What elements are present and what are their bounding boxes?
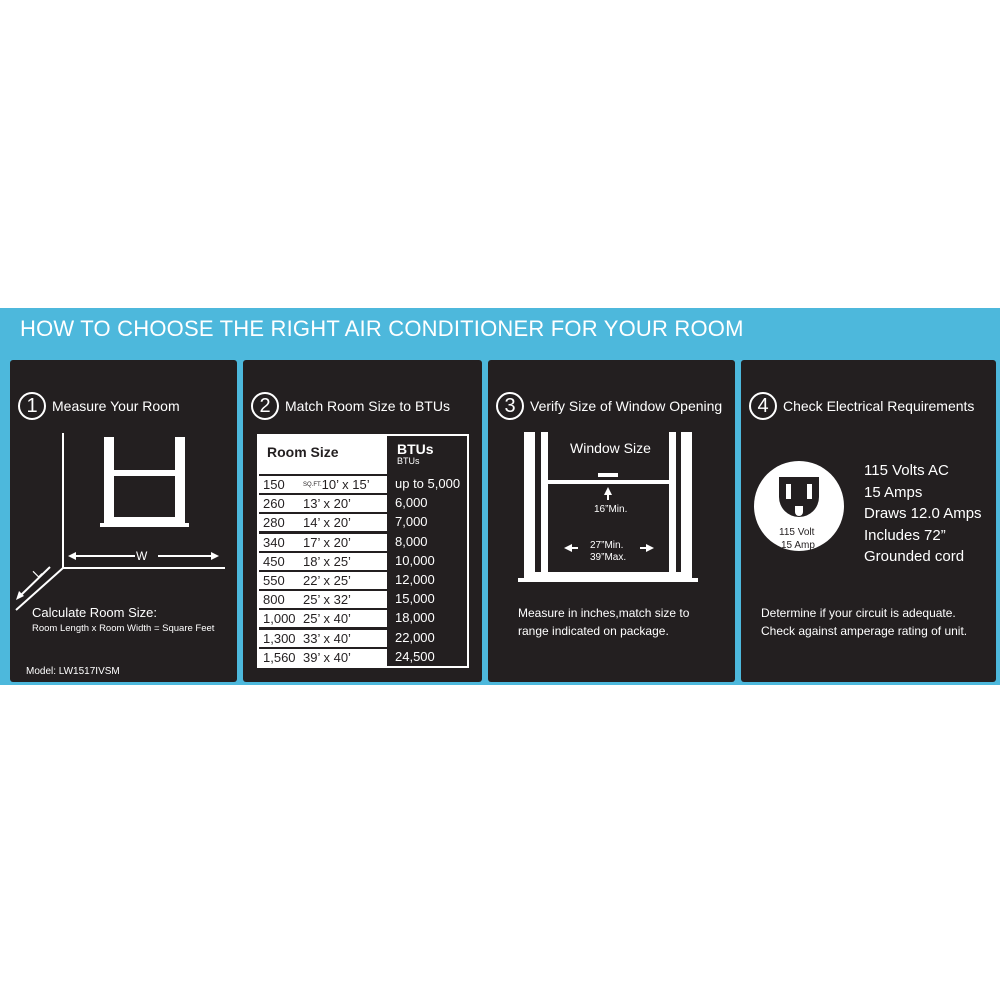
btu-table xyxy=(257,434,469,668)
electrical-desc-line2: Check against amperage rating of unit. xyxy=(761,624,968,638)
table-row xyxy=(259,608,467,627)
sqft-value: 150 xyxy=(263,477,285,493)
calc-title: Calculate Room Size: xyxy=(32,605,157,620)
panel-window-size xyxy=(488,360,735,682)
spec-grounded: Grounded cord xyxy=(864,548,965,565)
col-room-size: Room Size xyxy=(259,436,387,474)
btu-value: 7,000 xyxy=(395,514,428,530)
table-row xyxy=(259,628,467,647)
room-dimensions: 18’ x 25’ xyxy=(303,553,351,569)
room-size-cell xyxy=(259,514,387,531)
window-desc-line2: range indicated on package. xyxy=(518,624,669,638)
step4-heading: Check Electrical Requirements xyxy=(783,398,975,414)
table-row xyxy=(259,474,467,493)
step2-heading: Match Room Size to BTUs xyxy=(285,398,450,414)
step4-number: 4 xyxy=(749,392,777,420)
sqft-value: 280 xyxy=(263,515,285,531)
spec-voltage: 115 Volts AC xyxy=(864,462,949,479)
sqft-value: 550 xyxy=(263,573,285,589)
room-dimensions: 14’ x 20’ xyxy=(303,515,351,531)
sqft-value: 1,000 xyxy=(263,611,296,627)
room-dimensions: 10’ x 15’ xyxy=(321,477,370,493)
length-label: L xyxy=(30,565,45,581)
sqft-value: 260 xyxy=(263,496,285,512)
width-label: W xyxy=(136,549,148,563)
btu-value: 15,000 xyxy=(395,591,435,607)
room-size-cell xyxy=(259,476,387,493)
room-dimensions: 25’ x 40’ xyxy=(303,611,351,627)
spec-cord-length: Includes 72” xyxy=(864,526,946,544)
room-dimensions: 33’ x 40’ xyxy=(303,630,351,646)
table-row xyxy=(259,570,467,589)
btu-value: 22,000 xyxy=(395,629,435,645)
outlet-volt: 115 Volt xyxy=(779,527,815,538)
btu-value: 24,500 xyxy=(395,648,435,664)
page-title: HOW TO CHOOSE THE RIGHT AIR CONDITIONER FOR YOUR ROOM xyxy=(20,316,744,341)
calc-formula: Room Length x Room Width = Square Feet xyxy=(32,623,215,634)
panel-match-btu xyxy=(243,360,482,682)
sqft-value: 1,300 xyxy=(263,630,296,646)
table-row xyxy=(259,551,467,570)
btu-value: 12,000 xyxy=(395,572,435,588)
room-dimensions: 22’ x 25’ xyxy=(303,573,351,589)
table-row xyxy=(259,532,467,551)
room-dimensions: 17’ x 20’ xyxy=(303,534,351,550)
btu-value: 18,000 xyxy=(395,610,435,626)
room-size-cell xyxy=(259,610,387,627)
sqft-unit: SQ.FT. xyxy=(303,481,322,488)
btu-value: 6,000 xyxy=(395,495,428,511)
room-dimensions: 39’ x 40’ xyxy=(303,649,351,665)
panel-measure-room xyxy=(10,360,237,682)
table-row xyxy=(259,512,467,531)
panel-electrical xyxy=(741,360,996,682)
electrical-desc-line1: Determine if your circuit is adequate. xyxy=(761,606,956,620)
step3-number: 3 xyxy=(496,392,524,420)
col-btus: BTUs BTUs xyxy=(397,441,434,466)
spec-draw: Draws 12.0 Amps xyxy=(864,505,982,522)
step2-number: 2 xyxy=(251,392,279,420)
table-row xyxy=(259,493,467,512)
btu-value: 8,000 xyxy=(395,533,428,549)
window-size-label: Window Size xyxy=(570,440,651,456)
room-dimensions: 13’ x 20’ xyxy=(303,496,351,512)
sqft-value: 800 xyxy=(263,592,285,608)
btu-value: up to 5,000 xyxy=(395,476,461,492)
sqft-value: 340 xyxy=(263,534,285,550)
room-dimensions: 25’ x 32’ xyxy=(303,592,351,608)
electrical-specs xyxy=(864,460,982,568)
outlet-amp: 15 Amp xyxy=(781,540,815,551)
room-size-cell xyxy=(259,591,387,608)
step1-number: 1 xyxy=(18,392,46,420)
room-size-cell xyxy=(259,572,387,589)
btu-value: 10,000 xyxy=(395,552,435,568)
btu-table-body xyxy=(259,474,467,666)
model-number: Model: LW1517IVSM xyxy=(26,666,120,677)
step2-header xyxy=(251,392,450,420)
table-row xyxy=(259,589,467,608)
btu-table-header xyxy=(259,436,467,474)
height-min-label: 16”Min. xyxy=(594,504,628,515)
step3-heading: Verify Size of Window Opening xyxy=(530,398,723,414)
spec-amps: 15 Amps xyxy=(864,483,923,501)
width-min-label: 27”Min. xyxy=(590,540,624,551)
width-max-label: 39”Max. xyxy=(590,552,627,563)
window-desc-line1: Measure in inches,match size to xyxy=(518,606,690,620)
sqft-value: 1,560 xyxy=(263,649,296,665)
room-size-cell xyxy=(259,534,387,551)
sqft-value: 450 xyxy=(263,553,285,569)
step1-heading: Measure Your Room xyxy=(52,398,180,414)
room-size-cell xyxy=(259,553,387,570)
room-size-cell xyxy=(259,630,387,647)
room-size-cell xyxy=(259,495,387,512)
room-size-cell xyxy=(259,649,387,666)
table-row xyxy=(259,647,467,666)
